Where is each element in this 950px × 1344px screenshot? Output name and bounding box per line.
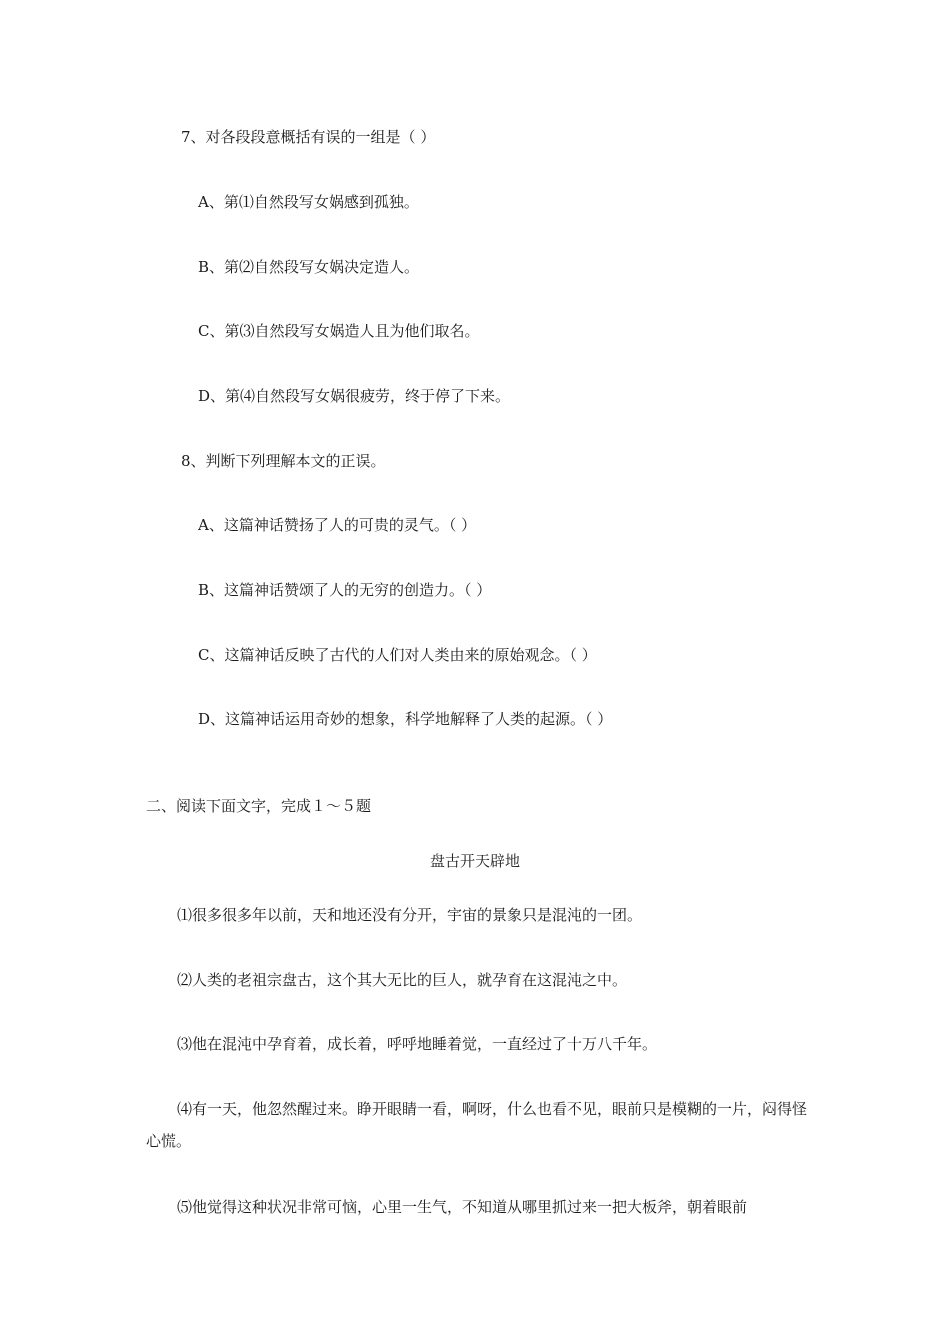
question-7-stem: 7、对各段段意概括有误的一组是（ ） [181, 128, 436, 146]
passage-paragraph-3: ⑶他在混沌中孕育着，成长着，呼呼地睡着觉，一直经过了十万八千年。 [177, 1035, 658, 1053]
question-7-option-b: B、第⑵自然段写女娲决定造人。 [198, 258, 420, 276]
question-8-option-b: B、这篇神话赞颂了人的无穷的创造力。（ ） [198, 581, 492, 599]
passage-paragraph-4: ⑷有一天，他忽然醒过来。睁开眼睛一看，啊呀，什么也看不见，眼前只是模糊的一片，闷得怪心慌。 [146, 1100, 808, 1150]
passage-title: 盘古开天辟地 [429, 852, 520, 870]
passage-paragraph-2: ⑵人类的老祖宗盘古，这个其大无比的巨人，就孕育在这混沌之中。 [177, 971, 628, 989]
passage-paragraph-1: ⑴很多很多年以前，天和地还没有分开，宇宙的景象只是混沌的一团。 [177, 906, 643, 924]
question-8-stem: 8、判断下列理解本文的正误。 [181, 452, 386, 470]
passage-paragraph-5: ⑸他觉得这种状况非常可恼，心里一生气，不知道从哪里抓过来一把大板斧，朝着眼前 [177, 1198, 748, 1216]
question-8-option-d: D、这篇神话运用奇妙的想象，科学地解释了人类的起源。（ ） [198, 710, 613, 728]
question-7-option-d: D、第⑷自然段写女娲很疲劳，终于停了下来。 [198, 387, 511, 405]
question-7-option-a: A、第⑴自然段写女娲感到孤独。 [198, 193, 419, 211]
question-8-option-a: A、这篇神话赞扬了人的可贵的灵气。（ ） [198, 516, 477, 534]
question-7-option-c: C、第⑶自然段写女娲造人且为他们取名。 [198, 322, 480, 340]
question-8-option-c: C、这篇神话反映了古代的人们对人类由来的原始观念。（ ） [198, 646, 597, 664]
section-2-heading: 二、阅读下面文字，完成１～５题 [146, 797, 372, 815]
